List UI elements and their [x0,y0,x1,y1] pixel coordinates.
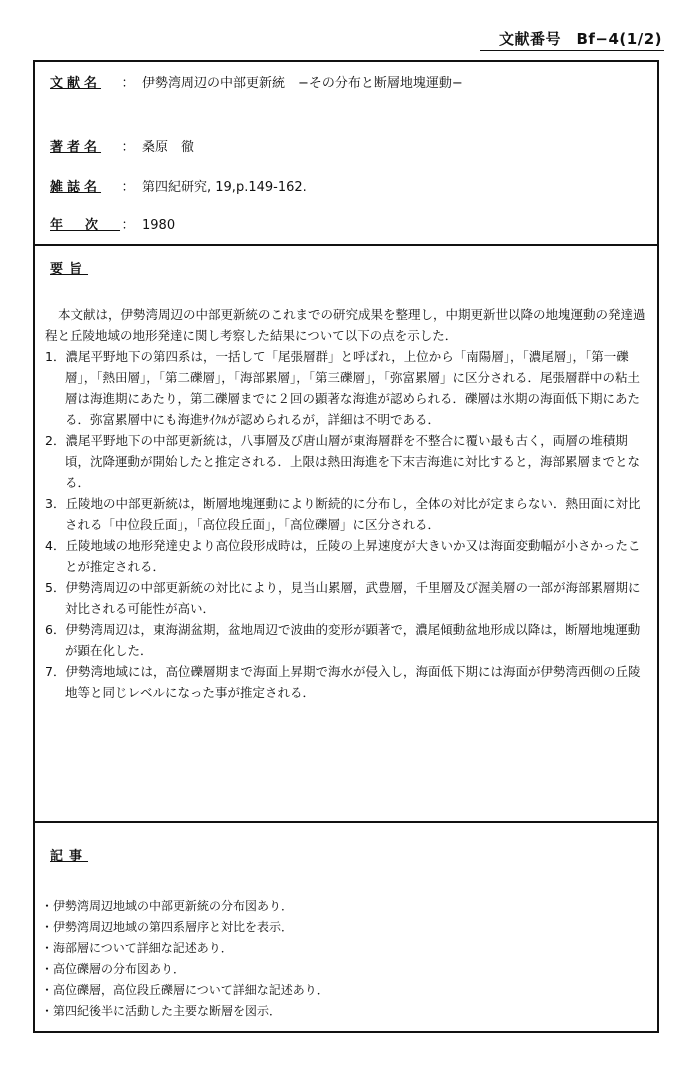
author-label: 著者名 [50,140,102,155]
document-frame [33,60,659,1033]
document-number-underline [480,50,664,51]
title-label: 文献名 [50,76,102,91]
summary-item: 2．濃尾平野地下の中部更新統は，八事層及び唐山層が東海層群を不整合に覆い最も古く，両層の堆積期頃，沈降運動が開始したと推定される．上限は熱田海進を下末吉海進に対比すると，海部累層までとなる． [45,433,641,490]
summary-list [45,346,649,703]
title-colon: ： [121,76,135,91]
document-number: 文献番号 Bf−4(1/2) [498,30,662,48]
author-field [50,136,194,155]
notes-item: ・第四紀後半に活動した主要な断層を図示． [41,1004,282,1018]
notes-section [35,823,657,1031]
year-colon: ： [121,218,135,233]
notes-item: ・海部層について詳細な記述あり． [41,941,233,955]
notes-list [41,896,649,1022]
notes-item: ・高位礫層，高位段丘礫層について詳細な記述あり． [41,983,329,997]
notes-item: ・伊勢湾周辺地域の中部更新統の分布図あり． [41,899,294,913]
author-value: 桑原 徹 [142,140,195,155]
notes-item: ・高位礫層の分布図あり． [41,962,186,976]
journal-field [50,176,307,195]
journal-colon: ： [121,180,135,195]
summary-item: 4．丘陵地域の地形発達史より高位段形成時は，丘陵の上昇速度が大きいか又は海面変動幅が小さかったことが推定される． [45,538,641,574]
year-field [50,214,175,233]
year-value: 1980 [142,218,176,233]
summary-item: 7．伊勢湾地域には，高位礫層期まで海面上昇期で海水が侵入し，海面低下期には海面が伊勢湾西側の丘陵地等と同じレベルになった事が推定される． [45,664,641,700]
notes-heading: 記事 [50,849,89,864]
author-colon: ： [121,140,135,155]
summary-item: 5．伊勢湾周辺の中部更新統の対比により，見当山累層，武豊層，千里層及び渥美層の一部が海部累層期に対比される可能性が高い． [45,580,641,616]
summary-item: 1．濃尾平野地下の第四系は，一括して「尾張層群」と呼ばれ，上位から「南陽層」，「濃尾層」，「第一礫層」，「熱田層」，「第二礫層」，「海部累層」，「第三礫層」，「弥富累層」に区分される．尾張層群中の粘土層は海進期にあたり，第二礫層までに２回の顕著な海進が認められる．礫層は氷期の海面低下期にあたる．弥富累層中にも海進ｻｲｸﾙが認められるが，詳細は不明である． [45,349,641,427]
summary-section [35,246,657,823]
year-label: 年次 [50,218,121,233]
summary-item: 6．伊勢湾周辺は，東海湖盆期，盆地周辺で波曲的変形が顕著で，濃尾傾動盆地形成以降は，断層地塊運動が顕在化した． [45,622,641,658]
summary-item: 3．丘陵地の中部更新統は，断層地塊運動により断続的に分布し，全体の対比が定まらない．熱田面に対比される「中位段丘面」，「高位段丘面」，「高位礫層」に区分される． [45,496,641,532]
journal-value: 第四紀研究, 19,p.149-162. [142,180,307,195]
summary-heading: 要旨 [50,262,89,277]
bibliography-section [35,62,657,246]
title-value: 伊勢湾周辺の中部更新統 −その分布と断層地塊運動− [142,76,463,91]
notes-item: ・伊勢湾周辺地域の第四系層序と対比を表示． [41,920,294,934]
title-field [50,72,463,91]
summary-intro: 本文献は，伊勢湾周辺の中部更新統のこれまでの研究成果を整理し，中期更新世以降の地塊運動の発達過程と丘陵地域の地形発達に関し考察した結果について以下の点を示した． [45,307,646,343]
journal-label: 雑誌名 [50,180,102,195]
